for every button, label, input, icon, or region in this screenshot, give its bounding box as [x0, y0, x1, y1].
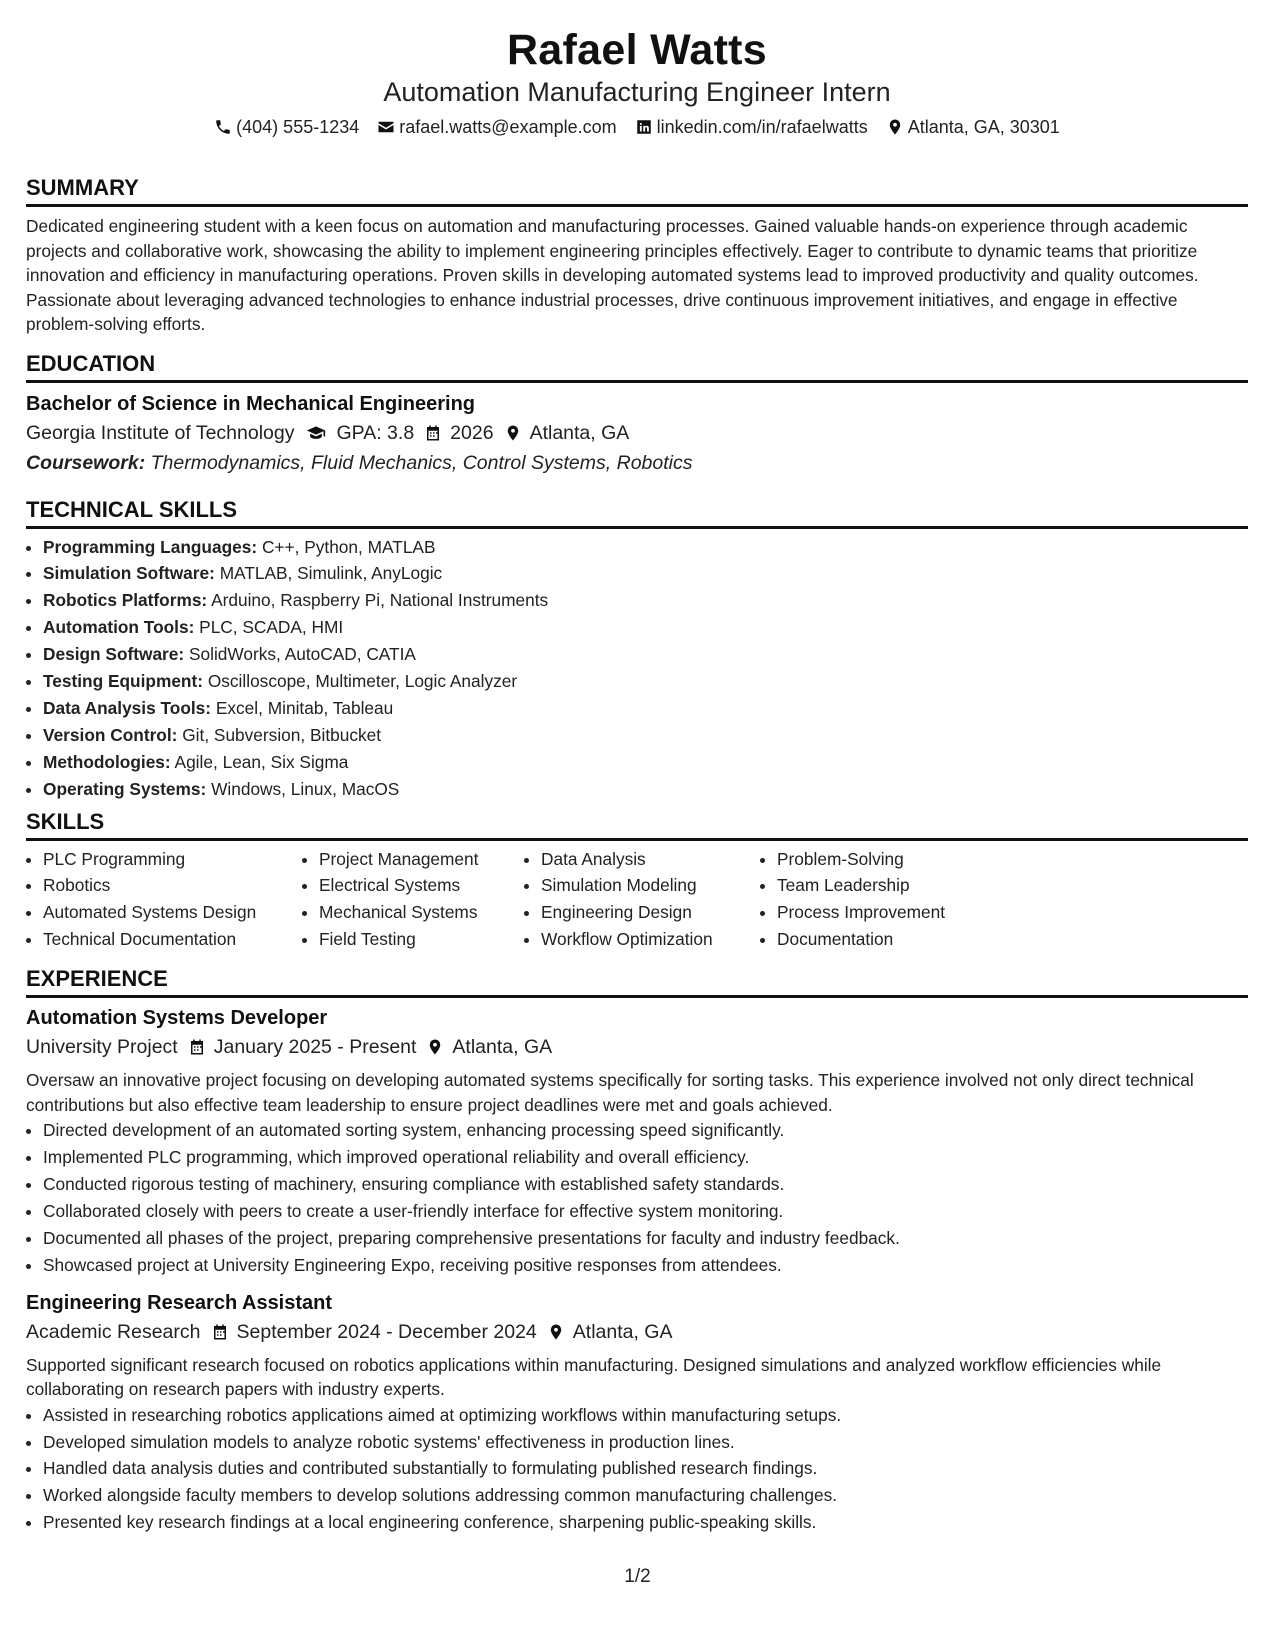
- edu-location-text: Atlanta, GA: [529, 421, 630, 444]
- skills-column-3: [524, 846, 760, 954]
- list-item: • Automation Tools: PLC, SCADA, HMI: [43, 614, 1248, 641]
- gpa-item: [304, 418, 414, 448]
- list-item: • Implemented PLC programming, which improved operational reliability and overall efficiency.: [43, 1144, 1248, 1171]
- job-location: Atlanta, GA: [452, 1036, 553, 1059]
- technical-skills-list: [26, 534, 1248, 803]
- list-item: • Field Testing: [319, 926, 524, 953]
- list-item: • Mechanical Systems: [319, 899, 524, 926]
- job-location-item: [547, 1317, 673, 1347]
- job-bullets: [26, 1117, 1248, 1278]
- list-item: • Version Control: Git, Subversion, Bitbucket: [43, 722, 1248, 749]
- degree-title: Bachelor of Science in Mechanical Engineering: [26, 392, 476, 415]
- job-summary: Oversaw an innovative project focusing on developing automated systems specifically for sorting tasks. This experience involved not only direct technical contributions but also effective team leadership to ensure project deadlines were met and goals achieved.: [26, 1070, 1194, 1115]
- list-item: • Simulation Modeling: [541, 872, 760, 899]
- technical-skills-heading: TECHNICAL SKILLS: [26, 496, 1248, 529]
- skills-column-2: [302, 846, 524, 954]
- phone-icon: [214, 118, 232, 136]
- list-item: • Data Analysis Tools: Excel, Minitab, Tableau: [43, 695, 1248, 722]
- skills-column-1: [26, 846, 302, 954]
- envelope-icon: [377, 118, 395, 136]
- skills-grid: [26, 846, 1248, 954]
- list-item: • Assisted in researching robotics applications aimed at optimizing workflows within manufacturing setups.: [43, 1402, 1248, 1429]
- list-item: • Electrical Systems: [319, 872, 524, 899]
- email-text: rafael.watts@example.com: [399, 117, 617, 137]
- job-title: Automation Systems Developer: [26, 1007, 328, 1030]
- list-item: • PLC Programming: [43, 846, 302, 873]
- list-item: • Handled data analysis duties and contributed substantially to formulating published research findings.: [43, 1455, 1248, 1482]
- calendar-icon: [211, 1323, 229, 1341]
- job-dates: January 2025 - Present: [213, 1036, 417, 1059]
- list-item: • Methodologies: Agile, Lean, Six Sigma: [43, 749, 1248, 776]
- job-org: Academic Research: [26, 1320, 201, 1343]
- job-summary: Supported significant research focused on robotics applications within manufacturing. Designed simulations and analyzed workflow efficiencies while collaborating on research papers with industry experts.: [26, 1354, 1162, 1400]
- job-meta: [26, 1032, 1248, 1062]
- skills-heading: SKILLS: [26, 808, 1248, 841]
- list-item: • Design Software: SolidWorks, AutoCAD, CATIA: [43, 641, 1248, 668]
- school-name: Georgia Institute of Technology: [26, 421, 295, 444]
- coursework-label: Coursework:: [26, 451, 146, 474]
- job-org: University Project: [26, 1036, 178, 1059]
- list-item: • Showcased project at University Engineering Expo, receiving positive responses from attendees.: [43, 1252, 1248, 1279]
- map-pin-icon: [547, 1323, 565, 1341]
- year-text: 2026: [450, 421, 494, 444]
- candidate-title: Automation Manufacturing Engineer Intern: [383, 77, 891, 107]
- list-item: • Developed simulation models to analyze robotic systems' effectiveness in production lines.: [43, 1429, 1248, 1456]
- list-item: • Simulation Software: MATLAB, Simulink, AnyLogic: [43, 560, 1248, 587]
- list-item: • Workflow Optimization: [541, 926, 760, 953]
- list-item: • Collaborated closely with peers to create a user-friendly interface for effective system monitoring.: [43, 1198, 1248, 1225]
- job-meta: [26, 1317, 1248, 1347]
- calendar-icon: [424, 424, 442, 442]
- list-item: • Worked alongside faculty members to develop solutions addressing common manufacturing challenges.: [43, 1482, 1248, 1509]
- list-item: • Problem-Solving: [777, 846, 997, 873]
- summary-text: Dedicated engineering student with a keen focus on automation and manufacturing processes. Gained valuable hands-on experience through academic projects and collaborative work, showcasing the ability to implement engineering principles effectively. Eager to contribute to dynamic teams that prioritize innovation and efficiency in manufacturing operations. Proven skills in developing automated systems lead to improved productivity and quality outcomes. Passionate about leveraging advanced technologies to enhance industrial processes, drive continuous improvement initiatives, and engage in effective problem-solving efforts.: [26, 216, 1199, 334]
- year-item: [424, 418, 493, 448]
- list-item: • Project Management: [319, 846, 524, 873]
- technical-skills-section: [26, 496, 1248, 803]
- list-item: • Testing Equipment: Oscilloscope, Multimeter, Logic Analyzer: [43, 668, 1248, 695]
- linkedin-icon: [635, 118, 653, 136]
- list-item: • Directed development of an automated sorting system, enhancing processing speed significantly.: [43, 1117, 1248, 1144]
- job-dates-item: [188, 1032, 417, 1062]
- job-bullets: [26, 1402, 1248, 1537]
- contact-location: [886, 114, 1060, 140]
- job-entry: [26, 1289, 1248, 1537]
- experience-section: [26, 965, 1248, 1536]
- location-text: Atlanta, GA, 30301: [907, 117, 1060, 137]
- education-section: [26, 350, 1248, 478]
- skills-section: [26, 808, 1248, 954]
- contact-email[interactable]: [377, 114, 616, 140]
- contact-bar: [26, 114, 1248, 140]
- experience-heading: EXPERIENCE: [26, 965, 1248, 998]
- job-entry: [26, 1004, 1248, 1278]
- list-item: • Documentation: [777, 926, 997, 953]
- summary-heading: SUMMARY: [26, 174, 1248, 207]
- map-pin-icon: [504, 424, 522, 442]
- list-item: • Engineering Design: [541, 899, 760, 926]
- phone-text: (404) 555-1234: [236, 117, 360, 137]
- job-dates-item: [211, 1317, 537, 1347]
- graduation-cap-icon: [304, 423, 328, 443]
- job-title: Engineering Research Assistant: [26, 1291, 333, 1314]
- contact-phone: [214, 114, 359, 140]
- candidate-name: Rafael Watts: [506, 26, 768, 74]
- gpa-text: GPA: 3.8: [336, 421, 415, 444]
- list-item: • Team Leadership: [777, 872, 997, 899]
- list-item: • Presented key research findings at a local engineering conference, sharpening public-speaking skills.: [43, 1509, 1248, 1536]
- job-location: Atlanta, GA: [572, 1320, 673, 1343]
- education-heading: EDUCATION: [26, 350, 1248, 383]
- coursework-text: Thermodynamics, Fluid Mechanics, Control Systems, Robotics: [150, 451, 693, 474]
- education-meta: [26, 418, 1248, 448]
- calendar-icon: [188, 1038, 206, 1056]
- coursework-line: [26, 448, 1248, 478]
- list-item: • Operating Systems: Windows, Linux, MacOS: [43, 776, 1248, 803]
- map-pin-icon: [426, 1038, 444, 1056]
- summary-section: [26, 174, 1248, 337]
- edu-location-item: [504, 418, 630, 448]
- list-item: • Automated Systems Design: [43, 899, 302, 926]
- list-item: • Robotics: [43, 872, 302, 899]
- map-pin-icon: [886, 118, 904, 136]
- list-item: • Process Improvement: [777, 899, 997, 926]
- list-item: • Technical Documentation: [43, 926, 302, 953]
- resume-page: [26, 0, 1248, 1536]
- list-item: • Programming Languages: C++, Python, MATLAB: [43, 534, 1248, 561]
- list-item: • Robotics Platforms: Arduino, Raspberry Pi, National Instruments: [43, 587, 1248, 614]
- list-item: • Documented all phases of the project, preparing comprehensive presentations for faculty and industry feedback.: [43, 1225, 1248, 1252]
- linkedin-text: linkedin.com/in/rafaelwatts: [656, 117, 868, 137]
- job-location-item: [426, 1032, 552, 1062]
- job-dates: September 2024 - December 2024: [236, 1320, 537, 1343]
- page-number: 1/2: [624, 1566, 651, 1587]
- contact-linkedin[interactable]: [635, 114, 868, 140]
- list-item: • Conducted rigorous testing of machinery, ensuring compliance with established safety standards.: [43, 1171, 1248, 1198]
- list-item: • Data Analysis: [541, 846, 760, 873]
- skills-column-4: [760, 846, 997, 954]
